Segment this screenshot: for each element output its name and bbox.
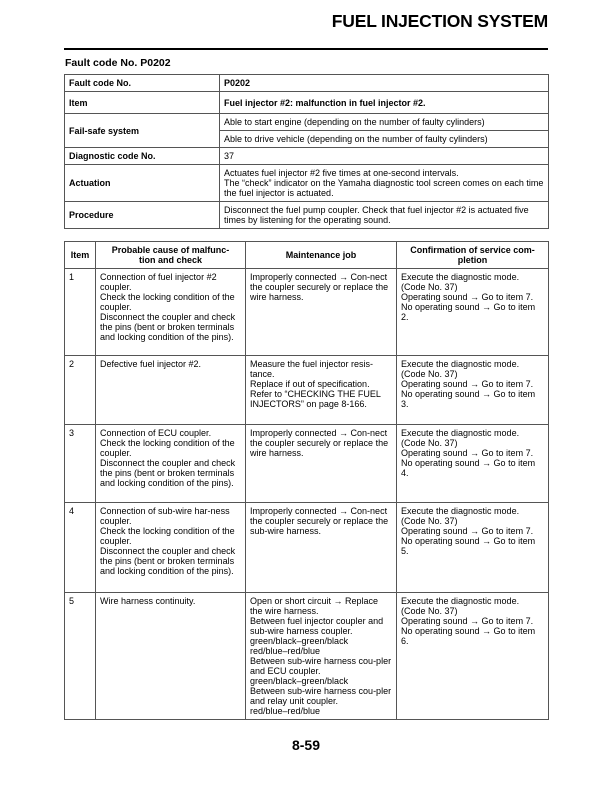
page-header-title: FUEL INJECTION SYSTEM xyxy=(331,11,548,31)
table-row xyxy=(65,356,549,425)
row-item-number: 2 xyxy=(65,356,96,425)
failsafe-value-2: Able to drive vehicle (depending on the number of faulty cylinders) xyxy=(220,131,549,148)
row-confirmation: Execute the diagnostic mode. (Code No. 37) Operating sound → Go to item 7. No operating sound → Go to item 2. xyxy=(397,269,549,356)
failsafe-value-1: Able to start engine (depending on the number of faulty cylinders) xyxy=(220,114,549,131)
diagnostic-code-value: 37 xyxy=(220,148,549,165)
row-probable-cause: Connection of sub-wire har-ness coupler. Check the locking condition of the coupler. Disconnect the coupler and check the pins (bent or broken terminals and locking condition of the pins). xyxy=(96,503,246,593)
row-confirmation: Execute the diagnostic mode. (Code No. 37) Operating sound → Go to item 7. No operating sound → Go to item 5. xyxy=(397,503,549,593)
row-item-number: 1 xyxy=(65,269,96,356)
table-row xyxy=(65,593,549,720)
maintenance-job-table xyxy=(64,241,549,720)
actuation-value: Actuates fuel injector #2 five times at one-second intervals. The “check” indicator on the Yamaha diagnostic tool screen comes on each time the fuel injector is actuated. xyxy=(220,165,549,202)
fault-code-label: Fault code No. xyxy=(65,75,220,92)
row-maintenance-job: Improperly connected → Con-nect the coupler securely or replace the wire harness. xyxy=(246,269,397,356)
row-maintenance-job: Improperly connected → Con-nect the coupler securely or replace the wire harness. xyxy=(246,425,397,503)
item-row xyxy=(65,92,549,114)
procedure-label: Procedure xyxy=(65,202,220,229)
row-item-number: 3 xyxy=(65,425,96,503)
fault-info-table xyxy=(64,74,549,229)
row-confirmation: Execute the diagnostic mode. (Code No. 37) Operating sound → Go to item 7. No operating sound → Go to item 6. xyxy=(397,593,549,720)
fault-code-value: P0202 xyxy=(220,75,549,92)
table-row xyxy=(65,425,549,503)
row-item-number: 5 xyxy=(65,593,96,720)
row-probable-cause: Defective fuel injector #2. xyxy=(96,356,246,425)
row-probable-cause: Wire harness continuity. xyxy=(96,593,246,720)
header-item: Item xyxy=(65,242,96,269)
row-confirmation: Execute the diagnostic mode. (Code No. 37) Operating sound → Go to item 7. No operating sound → Go to item 4. xyxy=(397,425,549,503)
header-confirmation: Confirmation of service com- pletion xyxy=(397,242,549,269)
diagnostic-code-row xyxy=(65,148,549,165)
row-maintenance-job: Measure the fuel injector resis-tance. Replace if out of specification. Refer to “CHECKING THE FUEL INJECTORS” on page 8-166. xyxy=(246,356,397,425)
table-row xyxy=(65,503,549,593)
table-row xyxy=(65,269,549,356)
row-maintenance-job: Open or short circuit → Replace the wire harness. Between fuel injector coupler and sub-wire harness coupler. green/black–green/black red/blue–red/blue Between sub-wire harness cou-pler and ECU coupler. green/black–green/black Between sub-wire harness cou-pler and relay unit coupler. red/blue–red/blue xyxy=(246,593,397,720)
row-confirmation: Execute the diagnostic mode. (Code No. 37) Operating sound → Go to item 7. No operating sound → Go to item 3. xyxy=(397,356,549,425)
item-value: Fuel injector #2: malfunction in fuel injector #2. xyxy=(220,92,549,114)
failsafe-label: Fail-safe system xyxy=(65,114,220,148)
fault-code-row xyxy=(65,75,549,92)
row-probable-cause: Connection of ECU coupler. Check the locking condition of the coupler. Disconnect the coupler and check the pins (bent or broken terminals and locking condition of the pins). xyxy=(96,425,246,503)
diagnostic-code-label: Diagnostic code No. xyxy=(65,148,220,165)
header-probable-cause: Probable cause of malfunc- tion and check xyxy=(96,242,246,269)
header-rule xyxy=(64,48,548,50)
actuation-label: Actuation xyxy=(65,165,220,202)
page-number: 8-59 xyxy=(291,737,321,753)
job-table-header-row xyxy=(65,242,549,269)
item-label: Item xyxy=(65,92,220,114)
actuation-row xyxy=(65,165,549,202)
header-maintenance-job: Maintenance job xyxy=(246,242,397,269)
procedure-row xyxy=(65,202,549,229)
procedure-value: Disconnect the fuel pump coupler. Check that fuel injector #2 is actuated five times by listening for the operating sound. xyxy=(220,202,549,229)
row-maintenance-job: Improperly connected → Con-nect the coupler securely or replace the sub-wire harness. xyxy=(246,503,397,593)
row-probable-cause: Connection of fuel injector #2 coupler. Check the locking condition of the coupler. Disconnect the coupler and check the pins (bent or broken terminals and locking condition of the pins). xyxy=(96,269,246,356)
failsafe-row-1 xyxy=(65,114,549,131)
section-title: Fault code No. P0202 xyxy=(65,57,171,69)
row-item-number: 4 xyxy=(65,503,96,593)
